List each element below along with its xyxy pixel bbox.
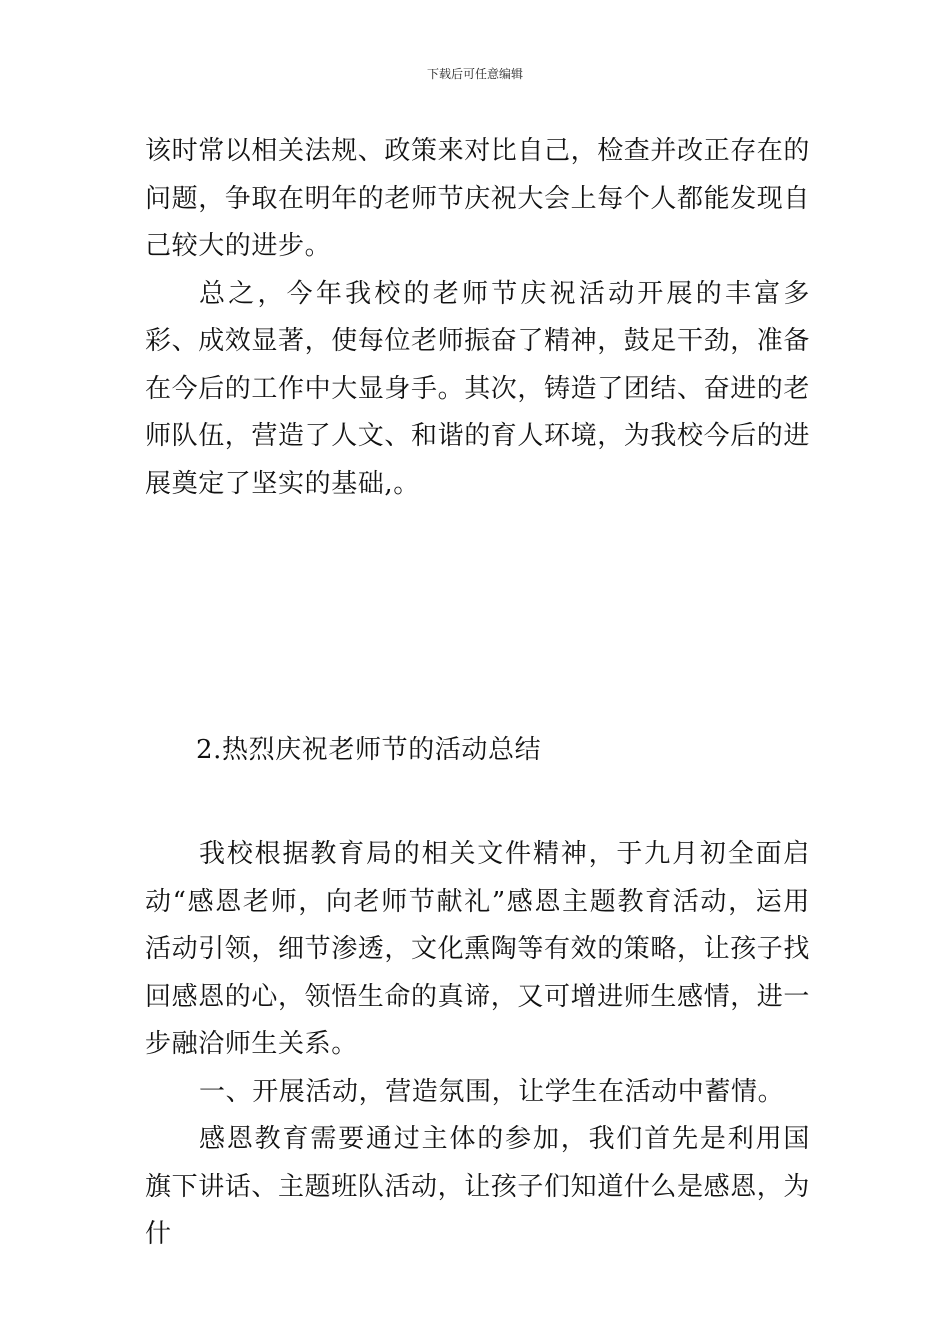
paragraph-summary: 总之，今年我校的老师节庆祝活动开展的丰富多彩、成效显著，使每位老师振奋了精神，鼓足干劲，准备在今后的工作中大显身手。其次，铸造了团结、奋进的老师队伍，营造了人文、和谐的育人环境，为我校今后的进展奠定了坚实的基础,。 <box>145 278 811 499</box>
paragraph-intro: 我校根据教育局的相关文件精神，于九月初全面启动“感恩老师，向老师节献礼”感恩主题教育活动，运用活动引领，细节渗透，文化熏陶等有效的策略，让孩子找回感恩的心，领悟生命的真谛，又可增进师生感情，进一步融洽师生关系。 <box>145 839 811 1059</box>
paragraph-body: 感恩教育需要通过主体的参加，我们首先是利用国旗下讲话、主题班队活动，让孩子们知道什么是感恩，为什 <box>145 1124 811 1249</box>
paragraph-subheading: 一、开展活动，营造氛围，让学生在活动中蓄情。 <box>199 1076 785 1107</box>
section-two-text <box>145 831 810 1259</box>
section-heading: 2.热烈庆祝老师节的活动总结 <box>196 735 542 765</box>
page-header-note: 下载后可任意编辑 <box>426 67 523 81</box>
paragraph-continuation: 该时常以相关法规、政策来对比自己，检查并改正存在的问题，争取在明年的老师节庆祝大会上每个人都能发现自己较大的进步。 <box>145 136 811 261</box>
section-one-text <box>145 128 810 508</box>
